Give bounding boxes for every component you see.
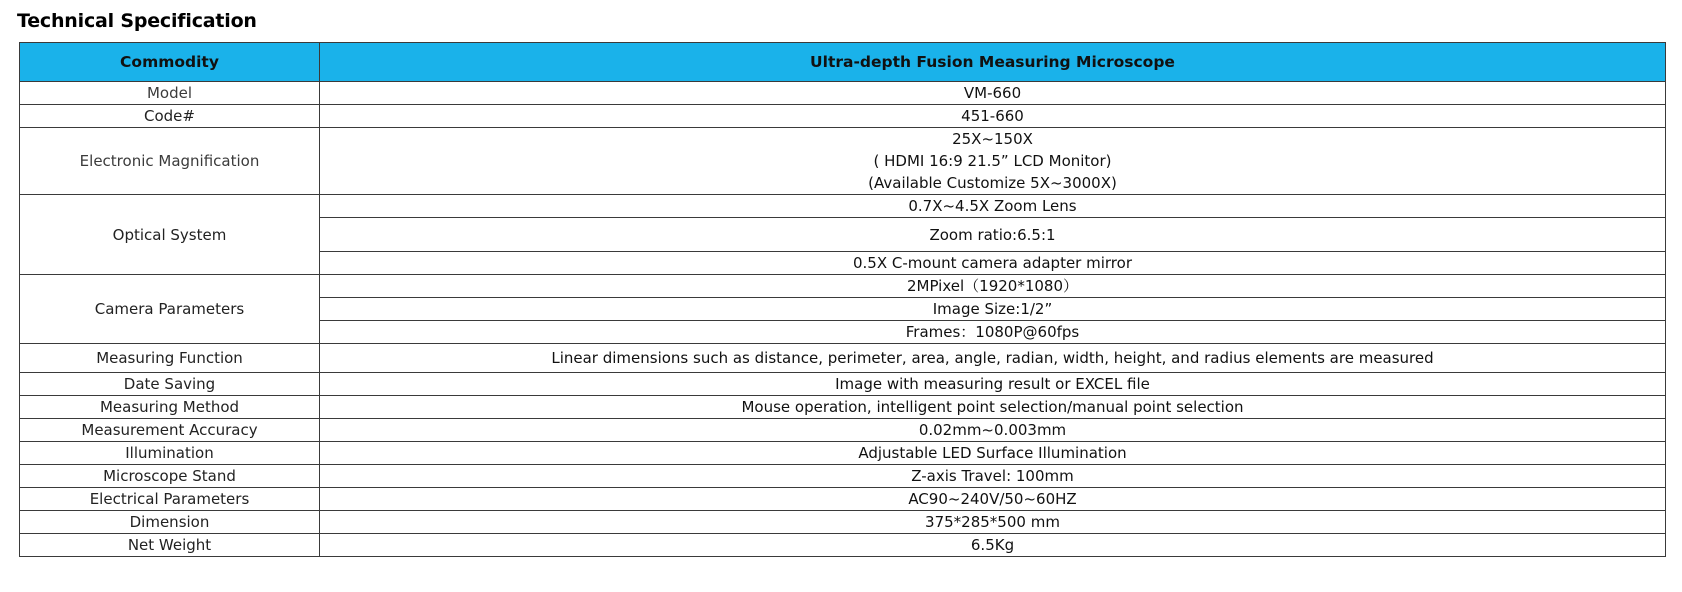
row-label: Electrical Parameters (20, 488, 320, 511)
row-value: Adjustable LED Surface Illumination (320, 442, 1666, 465)
row-value: Zoom ratio:6.5:1 (320, 218, 1666, 252)
header-product-name: Ultra-depth Fusion Measuring Microscope (320, 43, 1666, 82)
row-label: Microscope Stand (20, 465, 320, 488)
table-row (20, 488, 1666, 511)
table-row (20, 82, 1666, 105)
value-line: ( HDMI 16:9 21.5” LCD Monitor) (873, 152, 1112, 170)
table-header-row (20, 43, 1666, 82)
row-label: Net Weight (20, 534, 320, 557)
row-value: 375*285*500 mm (320, 511, 1666, 534)
page-title: Technical Specification (17, 10, 257, 32)
row-label: Model (20, 82, 320, 105)
table-row (20, 128, 1666, 195)
row-value: VM-660 (320, 82, 1666, 105)
row-label: Electronic Magnification (20, 128, 320, 195)
row-label: Camera Parameters (20, 275, 320, 344)
row-label: Measuring Function (20, 344, 320, 373)
row-value: Frames：1080P@60fps (320, 321, 1666, 344)
row-value: Linear dimensions such as distance, perimeter, area, angle, radian, width, height, and radius elements are measured (320, 344, 1666, 373)
row-value: Z-axis Travel: 100mm (320, 465, 1666, 488)
row-label: Optical System (20, 195, 320, 275)
row-value: AC90~240V/50~60HZ (320, 488, 1666, 511)
row-value: 0.7X~4.5X Zoom Lens (320, 195, 1666, 218)
row-value (320, 128, 1666, 195)
table-row (20, 373, 1666, 396)
specification-table (19, 42, 1666, 557)
row-label: Date Saving (20, 373, 320, 396)
table-row (20, 442, 1666, 465)
row-value: 0.5X C-mount camera adapter mirror (320, 252, 1666, 275)
row-label: Dimension (20, 511, 320, 534)
row-value: 451-660 (320, 105, 1666, 128)
row-value: 0.02mm~0.003mm (320, 419, 1666, 442)
row-label: Code# (20, 105, 320, 128)
row-label: Measuring Method (20, 396, 320, 419)
table-row (20, 465, 1666, 488)
table-row (20, 534, 1666, 557)
row-label: Measurement Accuracy (20, 419, 320, 442)
row-value: Mouse operation, intelligent point selection/manual point selection (320, 396, 1666, 419)
row-value: Image with measuring result or EXCEL file (320, 373, 1666, 396)
row-value: 2MPixel（1920*1080） (320, 275, 1666, 298)
value-line: 25X~150X (952, 130, 1033, 148)
table-row (20, 511, 1666, 534)
row-value: 6.5Kg (320, 534, 1666, 557)
table-row (20, 275, 1666, 298)
table-row (20, 419, 1666, 442)
table-row (20, 396, 1666, 419)
header-commodity: Commodity (20, 43, 320, 82)
value-line: (Available Customize 5X~3000X) (868, 174, 1117, 192)
table-row (20, 105, 1666, 128)
table-row (20, 195, 1666, 218)
row-value: Image Size:1/2” (320, 298, 1666, 321)
table-row (20, 344, 1666, 373)
row-label: Illumination (20, 442, 320, 465)
